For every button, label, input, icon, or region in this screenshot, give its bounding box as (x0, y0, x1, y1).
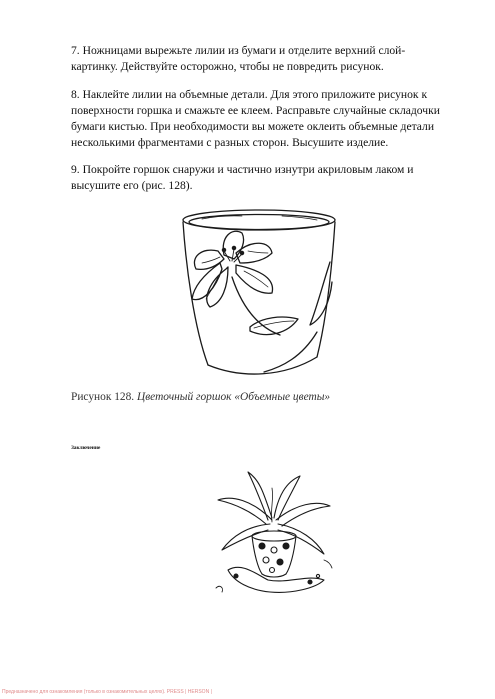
paragraph-step-8: 8. Наклейте лилии на объемные детали. Для этого приложите рисунок к поверхности горшка и смажьте ее клеем. Расправьте случайные складочки бумаги кистью. При необходимости вы можете оклеить объемные детали несколькими фрагментами с разных сторон. Высушите изделие. (71, 88, 440, 149)
potted-plant-illustration (212, 470, 336, 598)
footer-watermark: Предназначено для ознакомления (только в ознакомительных целях). PRESS | HERSON | (2, 689, 212, 695)
section-heading: Заключение (71, 445, 101, 451)
figure-number: Рисунок 128. (71, 391, 135, 403)
paragraph-step-7: 7. Ножницами вырежьте лилии из бумаги и отделите верхний слой-картинку. Действуйте осторожно, чтобы не повредить рисунок. (71, 44, 406, 73)
figure-caption (71, 391, 330, 403)
figure-title: Цветочный горшок «Объемные цветы» (137, 391, 331, 403)
flower-pot-illustration (172, 207, 346, 382)
paragraph-step-9: 9. Покройте горшок снаружи и частично изнутри акриловым лаком и высушите его (рис. 128). (71, 163, 414, 192)
